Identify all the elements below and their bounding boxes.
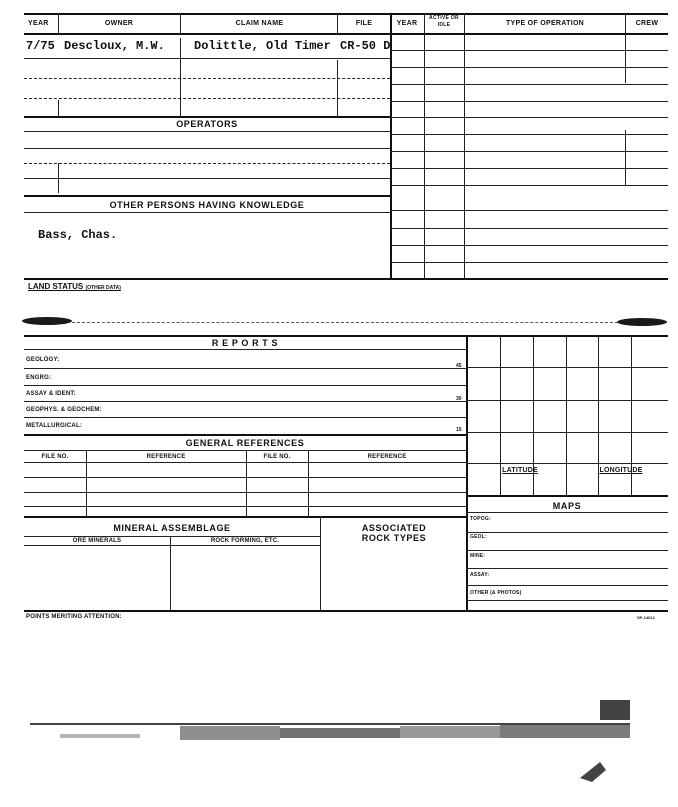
land-status-title bbox=[28, 282, 121, 291]
header-crew: CREW bbox=[635, 20, 659, 27]
row1-owner: Descloux, M.W. bbox=[64, 39, 165, 53]
longitude-label: LONGITUDE bbox=[599, 467, 643, 474]
maps-row-other: OTHER (& PHOTOS) bbox=[470, 590, 522, 596]
land-status-label: LAND STATUS bbox=[28, 282, 84, 291]
reports-title: R E P O R T S bbox=[211, 338, 279, 348]
genref-header-reference-1: REFERENCE bbox=[146, 454, 186, 460]
land-status-subtitle: (OTHER DATA) bbox=[85, 285, 121, 291]
row1-file: CR-50 D bbox=[340, 39, 391, 53]
report-row-geology: GEOLOGY: bbox=[26, 357, 60, 363]
maps-row-geol: GEOL: bbox=[470, 534, 487, 540]
maps-row-topog: TOPOG: bbox=[470, 516, 491, 522]
maps-title: MAPS bbox=[552, 501, 582, 511]
points-meriting-attention-label: POINTS MERITING ATTENTION: bbox=[26, 614, 122, 620]
other-persons-entry: Bass, Chas. bbox=[38, 228, 118, 242]
operators-title: OPERATORS bbox=[176, 119, 238, 129]
row1-year: 7/75 bbox=[26, 39, 55, 53]
report-row-engrg: ENGRG: bbox=[26, 375, 52, 381]
genref-header-reference-2: REFERENCE bbox=[367, 454, 407, 460]
rock-forming-header: ROCK FORMING, ETC. bbox=[210, 538, 280, 544]
header-claim-name: CLAIM NAME bbox=[235, 20, 284, 27]
form-number: SP-14612 bbox=[637, 615, 655, 620]
report-row-assay: ASSAY & IDENT: bbox=[26, 391, 76, 397]
ore-minerals-header: ORE MINERALS bbox=[72, 538, 122, 544]
other-persons-title: OTHER PERSONS HAVING KNOWLEDGE bbox=[109, 200, 305, 210]
margin-number-30: 30 bbox=[456, 396, 462, 402]
margin-number-15: 15 bbox=[456, 427, 462, 433]
report-row-metallurgical: METALLURGICAL: bbox=[26, 423, 83, 429]
ink-blot-right bbox=[617, 318, 667, 326]
header-active-or-idle: ACTIVE OR IDLE bbox=[429, 15, 459, 28]
latitude-label: LATITUDE bbox=[502, 467, 538, 474]
header-year-2: YEAR bbox=[396, 20, 418, 27]
header-year: YEAR bbox=[28, 20, 49, 27]
genref-header-file-no-2: FILE NO. bbox=[263, 454, 291, 460]
associated-rock-types-title: ASSOCIATED ROCK TYPES bbox=[361, 523, 427, 543]
row1-claim-name: Dolittle, Old Timer bbox=[194, 39, 331, 53]
mineral-assemblage-title: MINERAL ASSEMBLAGE bbox=[113, 523, 231, 533]
header-file: FILE bbox=[355, 20, 373, 27]
general-references-title: GENERAL REFERENCES bbox=[185, 438, 305, 448]
header-owner: OWNER bbox=[104, 20, 134, 27]
margin-number-45: 45 bbox=[456, 363, 462, 369]
maps-row-mine: MINE: bbox=[470, 553, 486, 559]
report-row-geophys: GEOPHYS. & GEOCHEM: bbox=[26, 407, 102, 413]
genref-header-file-no-1: FILE NO. bbox=[41, 454, 69, 460]
scan-smear-artifact bbox=[0, 690, 678, 790]
ink-blot-left bbox=[22, 317, 72, 325]
header-type-of-operation: TYPE OF OPERATION bbox=[505, 20, 585, 27]
maps-row-assay: ASSAY: bbox=[470, 572, 490, 578]
